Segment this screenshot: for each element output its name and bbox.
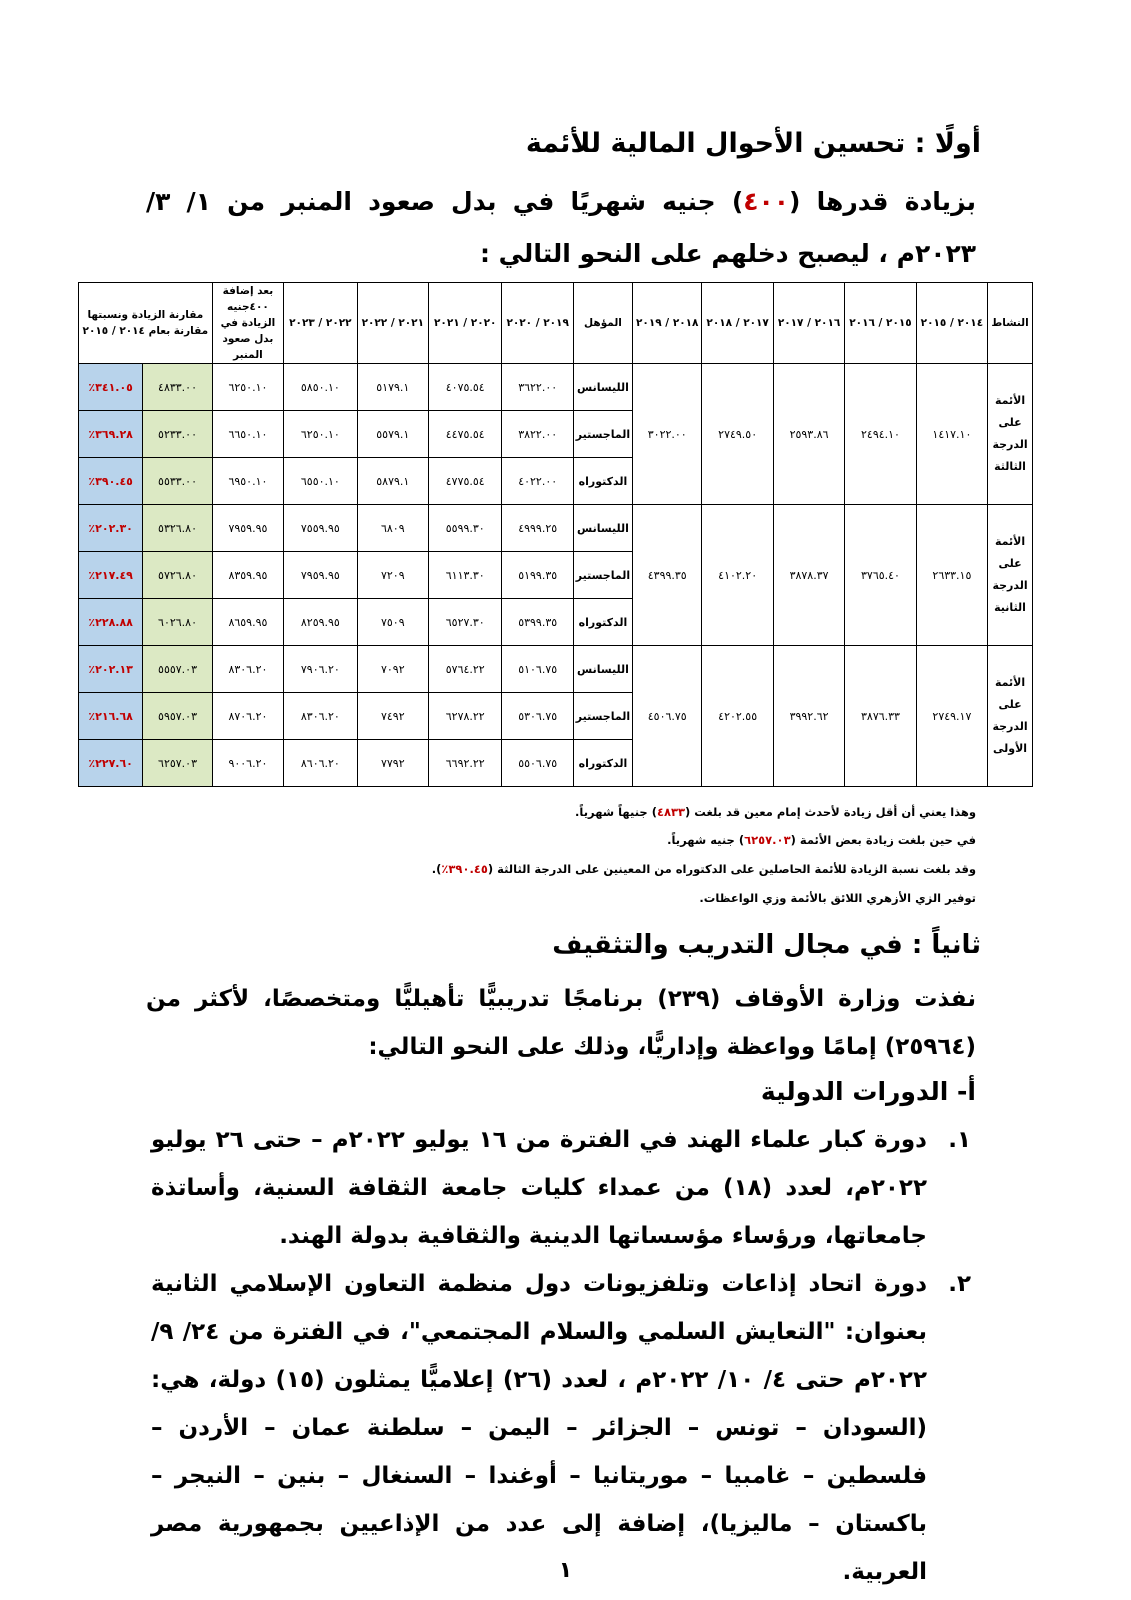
increase-cell: ٥٩٥٧.٠٣ [143, 693, 212, 740]
para-end: ) جنيه شهريًا في بدل صعود المنبر من ١/ ٣/ ٢٠٢٣م ، ليصبح دخلهم على النحو التالي : [146, 187, 976, 268]
percent-cell: ٣٦٩.٢٨٪ [79, 411, 143, 458]
value-cell: ٧٠٩٢ [357, 646, 428, 693]
list-text: دورة كبار علماء الهند في الفترة من ١٦ يوليو ٢٠٢٢م – حتى ٢٦ يوليو ٢٠٢٢م، لعدد (١٨) من عمداء كليات جامعة الثقافة السنية، وأساتذة جامعاتها، ورؤساء مؤسساتها الدينية والثقافية بدولة الهند. [151, 1127, 927, 1249]
percent-cell: ٢١٦.٦٨٪ [79, 693, 143, 740]
qualification-cell: الماجستير [573, 693, 632, 740]
value-cell: ٦٥٢٧.٣٠ [429, 599, 502, 646]
note-highlight: ٤٨٣٣ [656, 805, 686, 819]
note-line: توفير الزي الأزهري اللائق بالأئمة وزي الواعظات. [699, 891, 976, 905]
value-cell: ٥٧٦٤.٢٢ [429, 646, 502, 693]
list-item [151, 1116, 971, 1260]
section1-title: أولًا : تحسين الأحوال المالية للأئمة [525, 128, 981, 159]
value-cell: ٢٤٩٤.١٠ [845, 364, 916, 505]
note-text: وهذا يعني أن أقل زيادة لأحدث إمام معين قد بلغت ( [685, 805, 976, 819]
header-2018-2019: ٢٠١٨ / ٢٠١٩ [633, 283, 702, 364]
note-text: ) جنيه شهرياً. [667, 833, 745, 847]
activity-cell: الأئمة على الدرجة الثانية [988, 505, 1033, 646]
header-after-increase: بعد إضافة ٤٠٠جنيه الزيادة في بدل صعود المنبر [212, 283, 283, 364]
header-2021-2022: ٢٠٢١ / ٢٠٢٢ [357, 283, 428, 364]
note-text: وقد بلغت نسبة الزيادة للأئمة الحاصلين على الدكتوراه من المعينين على الدرجة الثالثة ( [487, 862, 976, 876]
after-increase-cell: ٨٧٠٦.٢٠ [212, 693, 283, 740]
value-cell: ٥١٧٩.١ [357, 364, 428, 411]
note-highlight: ٦٢٥٧.٠٣ [744, 833, 791, 847]
value-cell: ٧٢٠٩ [357, 552, 428, 599]
value-cell: ٤٠٧٥.٥٤ [429, 364, 502, 411]
value-cell: ٦١١٣.٣٠ [429, 552, 502, 599]
qualification-cell: الدكتوراه [573, 740, 632, 787]
value-cell: ٤١٠٢.٢٠ [702, 505, 773, 646]
section2-paragraph: نفذت وزارة الأوقاف (٢٣٩) برنامجًا تدريبيًّا تأهيليًّا ومتخصصًا، لأكثر من (٢٥٩٦٤) إمامًا وواعظة وإداريًّا، وذلك على النحو التالي: [146, 986, 976, 1060]
value-cell: ٤٢٠٢.٥٥ [702, 646, 773, 787]
increase-cell: ٦٠٢٦.٨٠ [143, 599, 212, 646]
value-cell: ٢٧٤٩.٥٠ [702, 364, 773, 505]
value-cell: ٥١٩٩.٣٥ [502, 552, 573, 599]
value-cell: ٣٩٩٢.٦٢ [773, 646, 844, 787]
value-cell: ٥١٠٦.٧٥ [502, 646, 573, 693]
value-cell: ٦٦٩٢.٢٢ [429, 740, 502, 787]
after-increase-cell: ٨٣٥٩.٩٥ [212, 552, 283, 599]
qualification-cell: الليسانس [573, 505, 632, 552]
increase-cell: ٥٧٢٦.٨٠ [143, 552, 212, 599]
value-cell: ٥٣٩٩.٣٥ [502, 599, 573, 646]
para-start: بزيادة قدرها ( [789, 187, 977, 216]
value-cell: ٧٩٠٦.٢٠ [284, 646, 357, 693]
value-cell: ٤٤٧٥.٥٤ [429, 411, 502, 458]
after-increase-cell: ٦٩٥٠.١٠ [212, 458, 283, 505]
header-2020-2021: ٢٠٢٠ / ٢٠٢١ [429, 283, 502, 364]
percent-cell: ٣٤١.٠٥٪ [79, 364, 143, 411]
value-cell: ٧٥٥٩.٩٥ [284, 505, 357, 552]
value-cell: ٦٥٥٠.١٠ [284, 458, 357, 505]
qualification-cell: الماجستير [573, 411, 632, 458]
after-increase-cell: ٨٣٠٦.٢٠ [212, 646, 283, 693]
value-cell: ٣٨٧٨.٣٧ [773, 505, 844, 646]
after-increase-cell: ٩٠٠٦.٢٠ [212, 740, 283, 787]
value-cell: ٥٥٠٦.٧٥ [502, 740, 573, 787]
increase-cell: ٤٨٣٣.٠٠ [143, 364, 212, 411]
percent-cell: ٣٩٠.٤٥٪ [79, 458, 143, 505]
value-cell: ٨٣٠٦.٢٠ [284, 693, 357, 740]
value-cell: ١٤١٧.١٠ [916, 364, 987, 505]
value-cell: ٨٦٠٦.٢٠ [284, 740, 357, 787]
value-cell: ٣٦٢٢.٠٠ [502, 364, 573, 411]
value-cell: ٥٥٩٩.٣٠ [429, 505, 502, 552]
list-text: دورة اتحاد إذاعات وتلفزيونات دول منظمة التعاون الإسلامي الثانية بعنوان: "التعايش السلمي والسلام المجتمعي"، في الفترة من ٢٤/ ٩/ ٢٠٢٢م حتى ٤/ ١٠/ ٢٠٢٢م ، لعدد (٢٦) إعلاميًّا يمثلون (١٥) دولة، هي: (السودان – تونس – الجزائر – اليمن – سلطنة عمان – الأردن – فلسطين – غامبيا – موريتانيا – أوغندا – السنغال – بنين – النيجر – باكستان – ماليزيا)، إضافة إلى عدد من الإذاعيين بجمهورية مصر العربية. [151, 1271, 927, 1585]
qualification-cell: الماجستير [573, 552, 632, 599]
after-increase-cell: ٦٢٥٠.١٠ [212, 364, 283, 411]
note-line [575, 805, 976, 819]
value-cell: ٢٥٩٣.٨٦ [773, 364, 844, 505]
header-comparison: مقارنة الزيادة ونسبتها مقارنة بعام ٢٠١٤ / ٢٠١٥ [79, 283, 213, 364]
after-increase-cell: ٨٦٥٩.٩٥ [212, 599, 283, 646]
percent-cell: ٢٠٢.٣٠٪ [79, 505, 143, 552]
value-cell: ٣٧٦٥.٤٠ [845, 505, 916, 646]
header-2014-2015: ٢٠١٤ / ٢٠١٥ [916, 283, 987, 364]
table-row [79, 646, 1033, 693]
note-text: ). [431, 862, 442, 876]
value-cell: ٥٨٥٠.١٠ [284, 364, 357, 411]
page-number: ١ [558, 1558, 573, 1583]
percent-cell: ٢٢٨.٨٨٪ [79, 599, 143, 646]
after-increase-cell: ٧٩٥٩.٩٥ [212, 505, 283, 552]
value-cell: ٥٥٧٩.١ [357, 411, 428, 458]
value-cell: ٢٦٣٣.١٥ [916, 505, 987, 646]
qualification-cell: الدكتوراه [573, 599, 632, 646]
percent-cell: ٢٠٢.١٣٪ [79, 646, 143, 693]
value-cell: ٤٧٧٥.٥٤ [429, 458, 502, 505]
value-cell: ٧٥٠٩ [357, 599, 428, 646]
note-highlight: ٣٩٠.٤٥٪ [441, 862, 488, 876]
increase-cell: ٥٥٥٧.٠٣ [143, 646, 212, 693]
header-2019-2020: ٢٠١٩ / ٢٠٢٠ [502, 283, 573, 364]
table-row [79, 364, 1033, 411]
header-2016-2017: ٢٠١٦ / ٢٠١٧ [773, 283, 844, 364]
after-increase-cell: ٦٦٥٠.١٠ [212, 411, 283, 458]
header-activity: النشاط [988, 283, 1033, 364]
percent-cell: ٢٢٧.٦٠٪ [79, 740, 143, 787]
salary-table [78, 282, 1033, 787]
note-line [432, 862, 976, 876]
section1-paragraph [146, 176, 976, 280]
value-cell: ٤٥٠٦.٧٥ [633, 646, 702, 787]
increase-cell: ٥٢٣٣.٠٠ [143, 411, 212, 458]
value-cell: ٥٨٧٩.١ [357, 458, 428, 505]
value-cell: ٤٩٩٩.٢٥ [502, 505, 573, 552]
note-line [667, 833, 976, 847]
header-qualification: المؤهل [573, 283, 632, 364]
value-cell: ٤٣٩٩.٣٥ [633, 505, 702, 646]
activity-cell: الأئمة على الدرجة الأولى [988, 646, 1033, 787]
note-text: في حين بلغت زيادة بعض الأئمة ( [790, 833, 976, 847]
value-cell: ٧٩٥٩.٩٥ [284, 552, 357, 599]
value-cell: ٧٧٩٢ [357, 740, 428, 787]
value-cell: ٦٢٥٠.١٠ [284, 411, 357, 458]
increase-cell: ٥٣٢٦.٨٠ [143, 505, 212, 552]
value-cell: ٨٢٥٩.٩٥ [284, 599, 357, 646]
value-cell: ٣٨٢٢.٠٠ [502, 411, 573, 458]
value-cell: ٢٧٤٩.١٧ [916, 646, 987, 787]
value-cell: ٦٢٧٨.٢٢ [429, 693, 502, 740]
value-cell: ٣٨٧٦.٣٣ [845, 646, 916, 787]
header-2015-2016: ٢٠١٥ / ٢٠١٦ [845, 283, 916, 364]
table-row [79, 505, 1033, 552]
table-header-row [79, 283, 1033, 364]
subheading-international-courses: أ- الدورات الدولية [760, 1077, 976, 1106]
value-cell: ٦٨٠٩ [357, 505, 428, 552]
value-cell: ٧٤٩٢ [357, 693, 428, 740]
list-item [151, 1260, 971, 1596]
header-2022-2023: ٢٠٢٢ / ٢٠٢٣ [284, 283, 357, 364]
percent-cell: ٢١٧.٤٩٪ [79, 552, 143, 599]
increase-amount: ٤٠٠ [743, 187, 790, 216]
qualification-cell: الدكتوراه [573, 458, 632, 505]
value-cell: ٥٣٠٦.٧٥ [502, 693, 573, 740]
value-cell: ٣٠٢٢.٠٠ [633, 364, 702, 505]
list-number: ٢. [948, 1271, 971, 1297]
qualification-cell: الليسانس [573, 364, 632, 411]
list-number: ١. [948, 1127, 971, 1153]
increase-cell: ٥٥٣٣.٠٠ [143, 458, 212, 505]
value-cell: ٤٠٢٢.٠٠ [502, 458, 573, 505]
qualification-cell: الليسانس [573, 646, 632, 693]
header-2017-2018: ٢٠١٧ / ٢٠١٨ [702, 283, 773, 364]
activity-cell: الأئمة على الدرجة الثالثة [988, 364, 1033, 505]
increase-cell: ٦٢٥٧.٠٣ [143, 740, 212, 787]
note-text: ) جنيهاً شهرياً. [575, 805, 657, 819]
section2-title: ثانياً : في مجال التدريب والتثقيف [552, 930, 981, 960]
